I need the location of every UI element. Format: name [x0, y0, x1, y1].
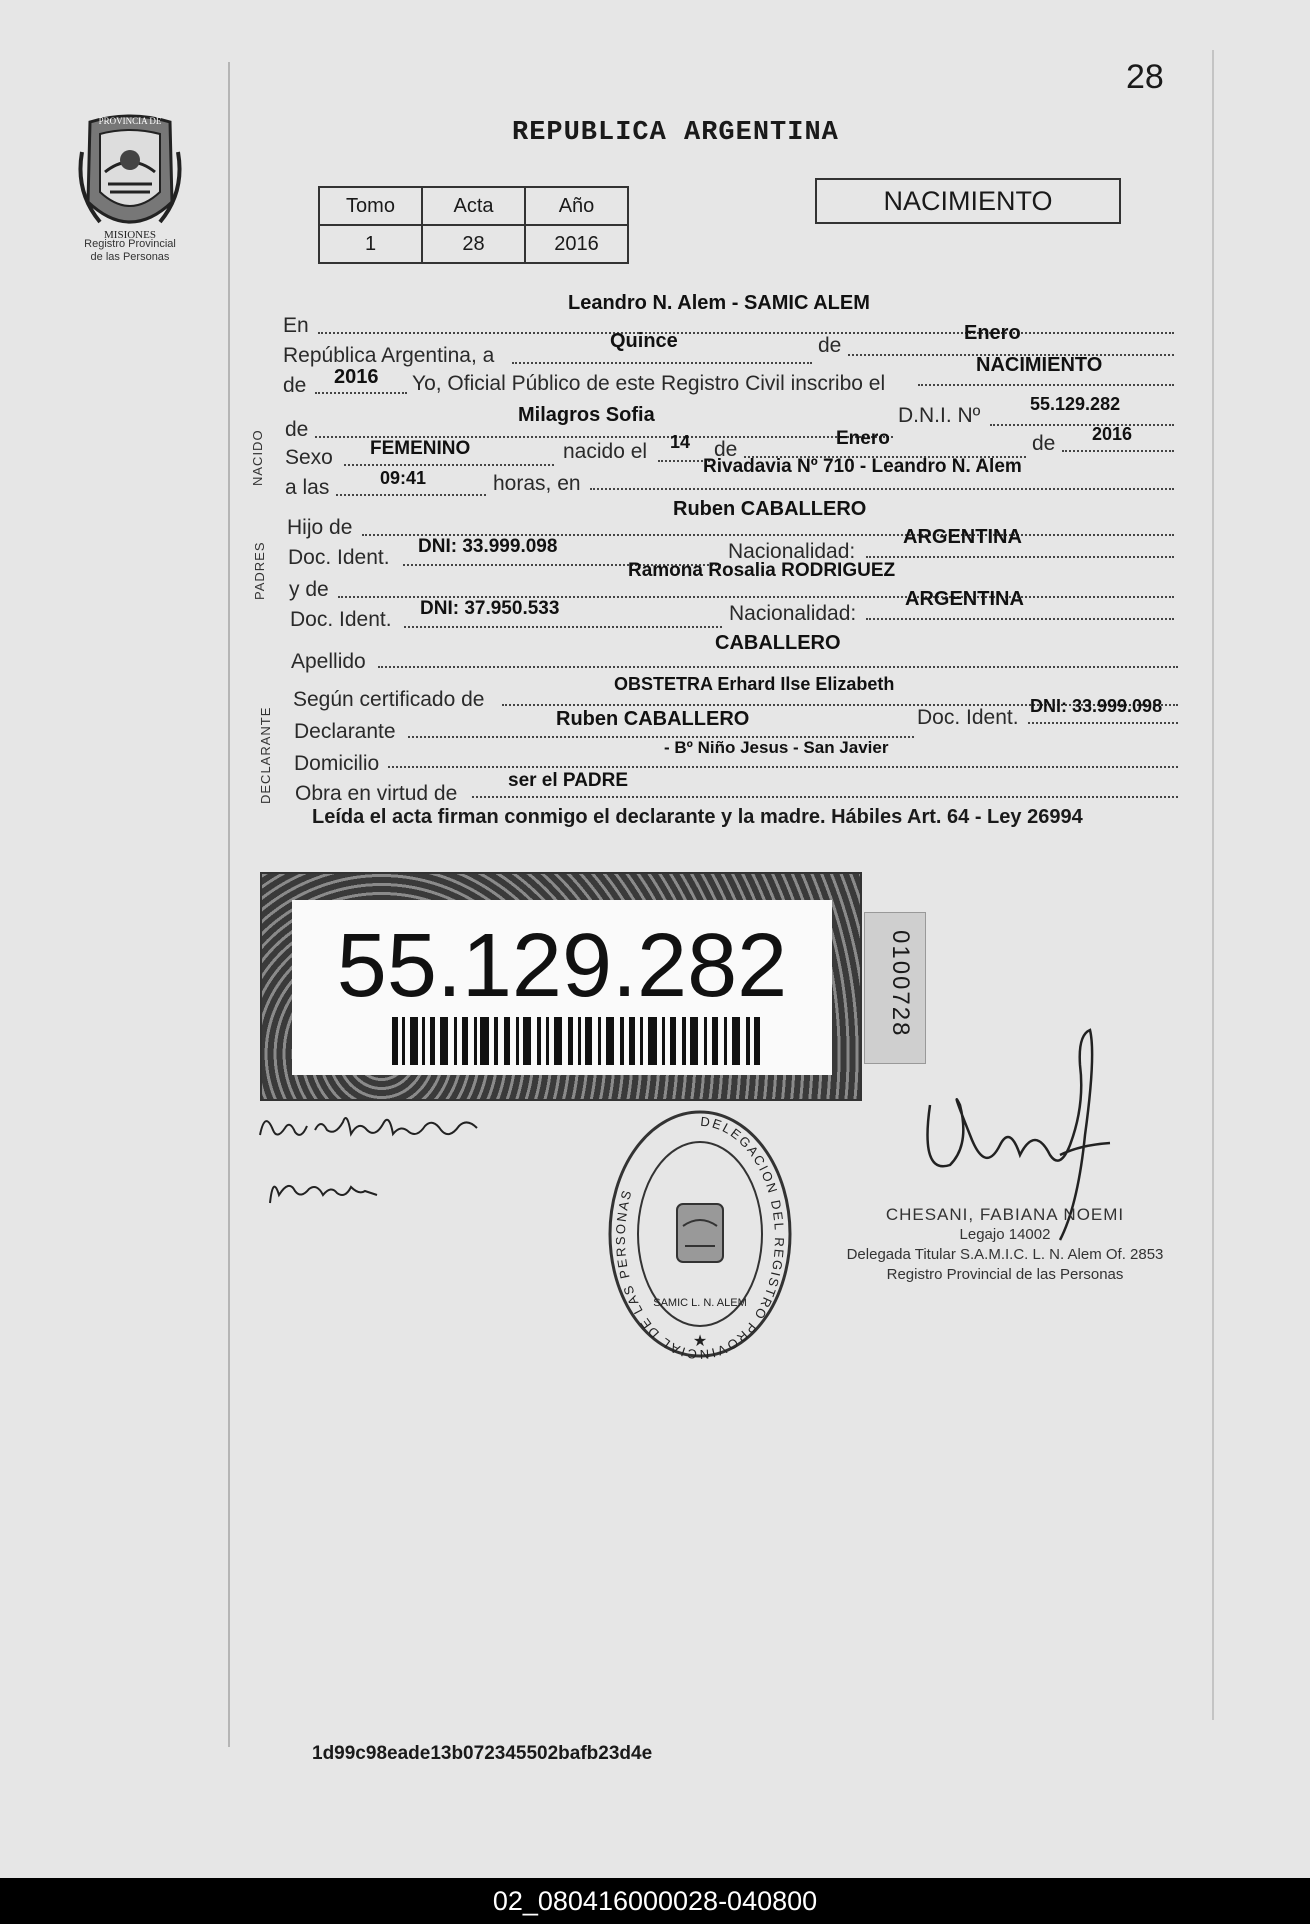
header-tomo: Tomo [319, 187, 422, 225]
logo-caption: Registro Provincial de las Personas [84, 238, 176, 263]
father-doc: DNI: 33.999.098 [418, 536, 558, 557]
de3-label: de [285, 418, 309, 441]
document-title: REPUBLICA ARGENTINA [512, 118, 839, 148]
mother-nat: ARGENTINA [905, 588, 1024, 610]
official-seal [605, 1106, 795, 1361]
doc3-label: Doc. Ident. [917, 706, 1019, 729]
en-value: Leandro N. Alem - SAMIC ALEM [568, 292, 870, 314]
official-role: Delegada Titular S.A.M.I.C. L. N. Alem Of. 2853 [846, 1246, 1164, 1263]
svg-text:DELEGACION DEL REGISTRO PROVIN: DELEGACION DEL REGISTRO PROVINCIAL DE LAS PERSONAS [612, 1113, 788, 1361]
en-label: En [283, 314, 309, 337]
domicilio-label: Domicilio [294, 752, 380, 775]
official-stamp [830, 1205, 1180, 1285]
declarante-doc: DNI: 33.999.098 [1030, 696, 1163, 716]
official-legajo: Legajo 14002 [959, 1226, 1051, 1243]
dotted-line [990, 424, 1174, 426]
dni-label: D.N.I. Nº [898, 404, 981, 427]
doc1-label: Doc. Ident. [288, 546, 390, 569]
republica-label: República Argentina, a [283, 344, 495, 367]
birth-month: Enero [836, 428, 890, 449]
barcode [392, 1017, 762, 1065]
nac1-label: Nacionalidad: [728, 540, 856, 563]
dotted-line [1062, 450, 1174, 452]
dotted-line [590, 488, 1174, 490]
page-number: 28 [1126, 58, 1164, 96]
hour-value: 09:41 [380, 468, 427, 488]
hijo-label: Hijo de [287, 516, 353, 539]
side-label-padres: PADRES [252, 541, 267, 600]
declarant-signature [255, 1100, 485, 1150]
alas-label: a las [285, 476, 330, 499]
apellido-value: CABALLERO [715, 632, 841, 654]
svg-text:SAMIC L. N. ALEM: SAMIC L. N. ALEM [653, 1297, 747, 1309]
yde-label: y de [289, 578, 329, 601]
svg-text:MISIONES: MISIONES [104, 229, 156, 241]
father-value: Ruben CABALLERO [673, 498, 867, 520]
page-right-edge [1212, 50, 1214, 1720]
dotted-line [472, 796, 1178, 798]
header-acta: Acta [422, 187, 525, 225]
value-tomo: 1 [319, 225, 422, 263]
apellido-label: Apellido [291, 650, 366, 673]
official-name: CHESANI, FABIANA NOEMI [885, 1205, 1125, 1224]
dotted-line [866, 618, 1174, 620]
sticker-serial: 0100728 [887, 930, 914, 1038]
doc2-label: Doc. Ident. [290, 608, 392, 631]
day-value: Quince [610, 330, 678, 352]
dotted-line [918, 384, 1174, 386]
side-label-nacido: NACIDO [250, 429, 265, 486]
dotted-line [318, 332, 1174, 334]
registry-table [318, 186, 629, 264]
dotted-line [512, 362, 812, 364]
dotted-line [1028, 722, 1178, 724]
dotted-line [378, 666, 1178, 668]
name-value: Milagros Sofia [518, 404, 655, 426]
de4-label: de [714, 438, 738, 461]
de2-label: de [283, 374, 307, 397]
sexo-value: FEMENINO [370, 438, 471, 459]
birth-year: 2016 [1092, 424, 1133, 444]
birth-day: 14 [670, 432, 691, 452]
obra-value: ser el PADRE [508, 770, 629, 791]
dni-value: 55.129.282 [1030, 394, 1121, 414]
sticker-dni-number: 55.129.282 [336, 916, 788, 1016]
oficial-label: Yo, Oficial Público de este Registro Civil inscribo el [412, 372, 886, 395]
place-value: Rivadavia Nº 710 - Leandro N. Alem [703, 456, 1022, 477]
header-ano: Año [525, 187, 628, 225]
side-label-declarante: DECLARANTE [258, 706, 273, 804]
de-label: de [818, 334, 842, 357]
star-icon: ★ [692, 1333, 708, 1350]
father-nat: ARGENTINA [903, 526, 1022, 548]
dotted-line [336, 494, 486, 496]
official-org: Registro Provincial de las Personas [886, 1266, 1124, 1283]
cert-value: OBSTETRA Erhard Ilse Elizabeth [614, 674, 895, 694]
mother-doc: DNI: 37.950.533 [420, 598, 560, 619]
horas-label: horas, en [493, 472, 581, 495]
year-value: 2016 [334, 366, 379, 388]
obra-label: Obra en virtud de [295, 782, 458, 805]
value-ano: 2016 [525, 225, 628, 263]
nac2-label: Nacionalidad: [729, 602, 857, 625]
dotted-line [404, 626, 722, 628]
mother-value: Ramona Rosalia RODRIGUEZ [628, 560, 896, 581]
inscribe-value: NACIMIENTO [976, 354, 1103, 376]
de5-label: de [1032, 432, 1056, 455]
cert-label: Según certificado de [293, 688, 485, 711]
document-hash: 1d99c98eade13b072345502bafb23d4e [312, 1743, 653, 1764]
dotted-line [315, 392, 407, 394]
value-acta: 28 [422, 225, 525, 263]
declarante-value: Ruben CABALLERO [556, 708, 750, 730]
page-left-edge [228, 62, 230, 1747]
file-footer: 02_080416000028-040800 [0, 1878, 1310, 1924]
svg-text:PROVINCIA DE: PROVINCIA DE [98, 116, 162, 126]
nacido-label: nacido el [563, 440, 648, 463]
misiones-coat-of-arms-logo [70, 112, 190, 247]
dotted-line [866, 556, 1174, 558]
dotted-line [344, 464, 554, 466]
declarante-label: Declarante [294, 720, 396, 743]
closing-note: Leída el acta firman conmigo el declarante y la madre. Hábiles Art. 64 - Ley 26994 [312, 806, 1083, 828]
dotted-line [388, 766, 1178, 768]
sexo-label: Sexo [285, 446, 333, 469]
record-type-box: NACIMIENTO [815, 178, 1121, 224]
month-value: Enero [964, 322, 1021, 344]
mother-signature [265, 1165, 395, 1210]
domicilio-value: - Bº Niño Jesus - San Javier [664, 738, 889, 757]
